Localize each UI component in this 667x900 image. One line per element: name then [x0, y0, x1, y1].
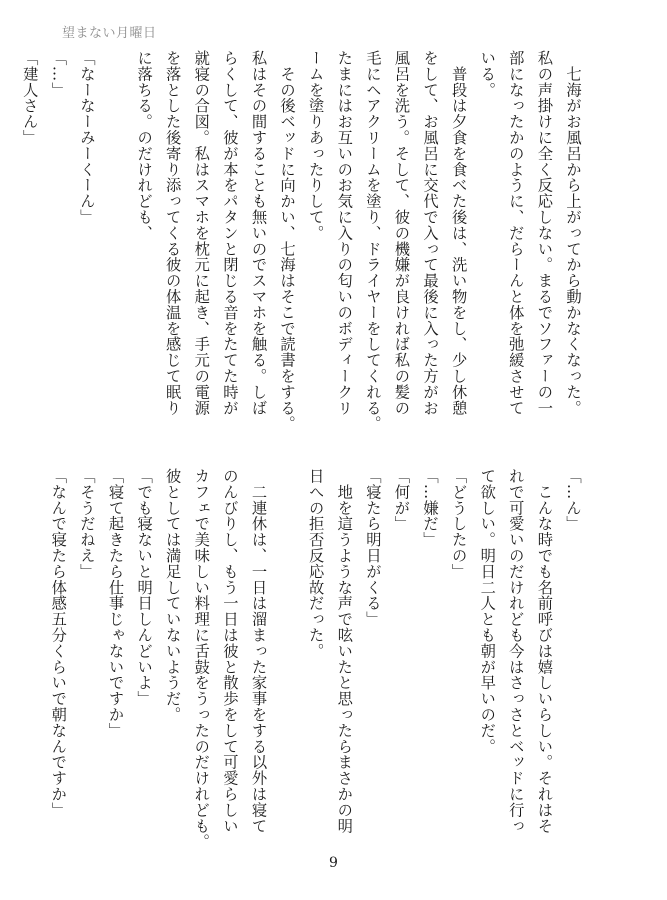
- text-line: れで可愛いのだけれども今はさっさとベッドに行っ: [506, 468, 525, 834]
- text-line: 日への拒否反応故だった。: [306, 468, 325, 659]
- text-line: 風呂を洗う。そして、彼の機嫌が良ければ私の髪の: [392, 50, 411, 416]
- text-line: 毛にヘアクリームを塗り、ドライヤーをしてくれる。: [363, 50, 382, 432]
- text-line: に落ちる。のだけれども、: [135, 50, 154, 241]
- text-line: 「どうしたの」: [449, 468, 468, 580]
- text-line: 就寝の合図。私はスマホを枕元に起き、手元の電源: [192, 50, 211, 416]
- text-line: 「でも寝ないと明日しんどいよ」: [135, 468, 154, 707]
- text-line: [101, 50, 130, 400]
- text-line: 「寝たら明日がくる」: [363, 468, 382, 627]
- text-line: て欲しい。明日二人とも朝が早いのだ。: [478, 468, 497, 755]
- text-line: 「なんで寝たら体感五分くらいで朝なんですか」: [49, 468, 68, 818]
- text-line: カフェで美味しい料理に舌鼓をうったのだけれども。: [192, 468, 211, 850]
- text-line: 彼としては満足していないようだ。: [163, 468, 182, 723]
- text-line: こんな時でも名前呼びは嬉しいらしい。それはそ: [535, 468, 554, 834]
- text-line: 二連休は、一日は溜まった家事をする以外は寝て: [249, 468, 268, 834]
- bottom-text-block: [44, 468, 587, 850]
- running-header: 望まない月曜日: [62, 26, 157, 41]
- text-line: 普段は夕食を食べた後は、洗い物をし、少し休憩: [449, 50, 468, 416]
- text-line: 「何が」: [392, 468, 411, 532]
- text-line: [272, 468, 301, 818]
- text-line: らくして、彼が本をパタンと閉じる音をたてた時が: [220, 50, 239, 416]
- text-line: いる。: [478, 50, 497, 98]
- text-line: たまにはお互いのお気に入りの匂いのボディークリ: [335, 50, 354, 416]
- text-line: をして、お風呂に交代で入って最後に入った方がお: [421, 50, 440, 416]
- text-line: 部になったかのように、だらーんと体を弛緩させて: [506, 50, 525, 416]
- text-line: 「…嫌だ」: [421, 468, 440, 548]
- text-line: 私の声掛けに全く反応しない。まるでソファーの一: [535, 50, 554, 416]
- text-line: 「…」: [49, 50, 68, 98]
- text-line: を落とした後寄り添ってくる彼の体温を感じて眠り: [163, 50, 182, 416]
- text-line: 私はその間することも無いのでスマホを触る。しば: [249, 50, 268, 416]
- text-line: 「…ん」: [564, 468, 582, 532]
- text-line: 七海がお風呂から上がってから動かなくなった。: [564, 50, 582, 416]
- text-line: 「そうだねえ」: [77, 468, 96, 580]
- text-line: 「なーなーみーくーん」: [77, 50, 96, 225]
- text-line: 「寝て起きたら仕事じゃないですか」: [106, 468, 125, 739]
- text-line: その後ベッドに向かい、七海はそこで読書をする。: [278, 50, 297, 432]
- text-line: 「建人さん」: [20, 50, 39, 146]
- top-text-block: [15, 50, 587, 432]
- text-line: 地を這うような声で呟いたと思ったらまさかの明: [335, 468, 354, 834]
- text-line: のんびりし、もう一日は彼と散歩をして可愛らしい: [220, 468, 239, 834]
- page-number: 9: [329, 855, 338, 871]
- text-line: ームを塗りあったりして。: [306, 50, 325, 241]
